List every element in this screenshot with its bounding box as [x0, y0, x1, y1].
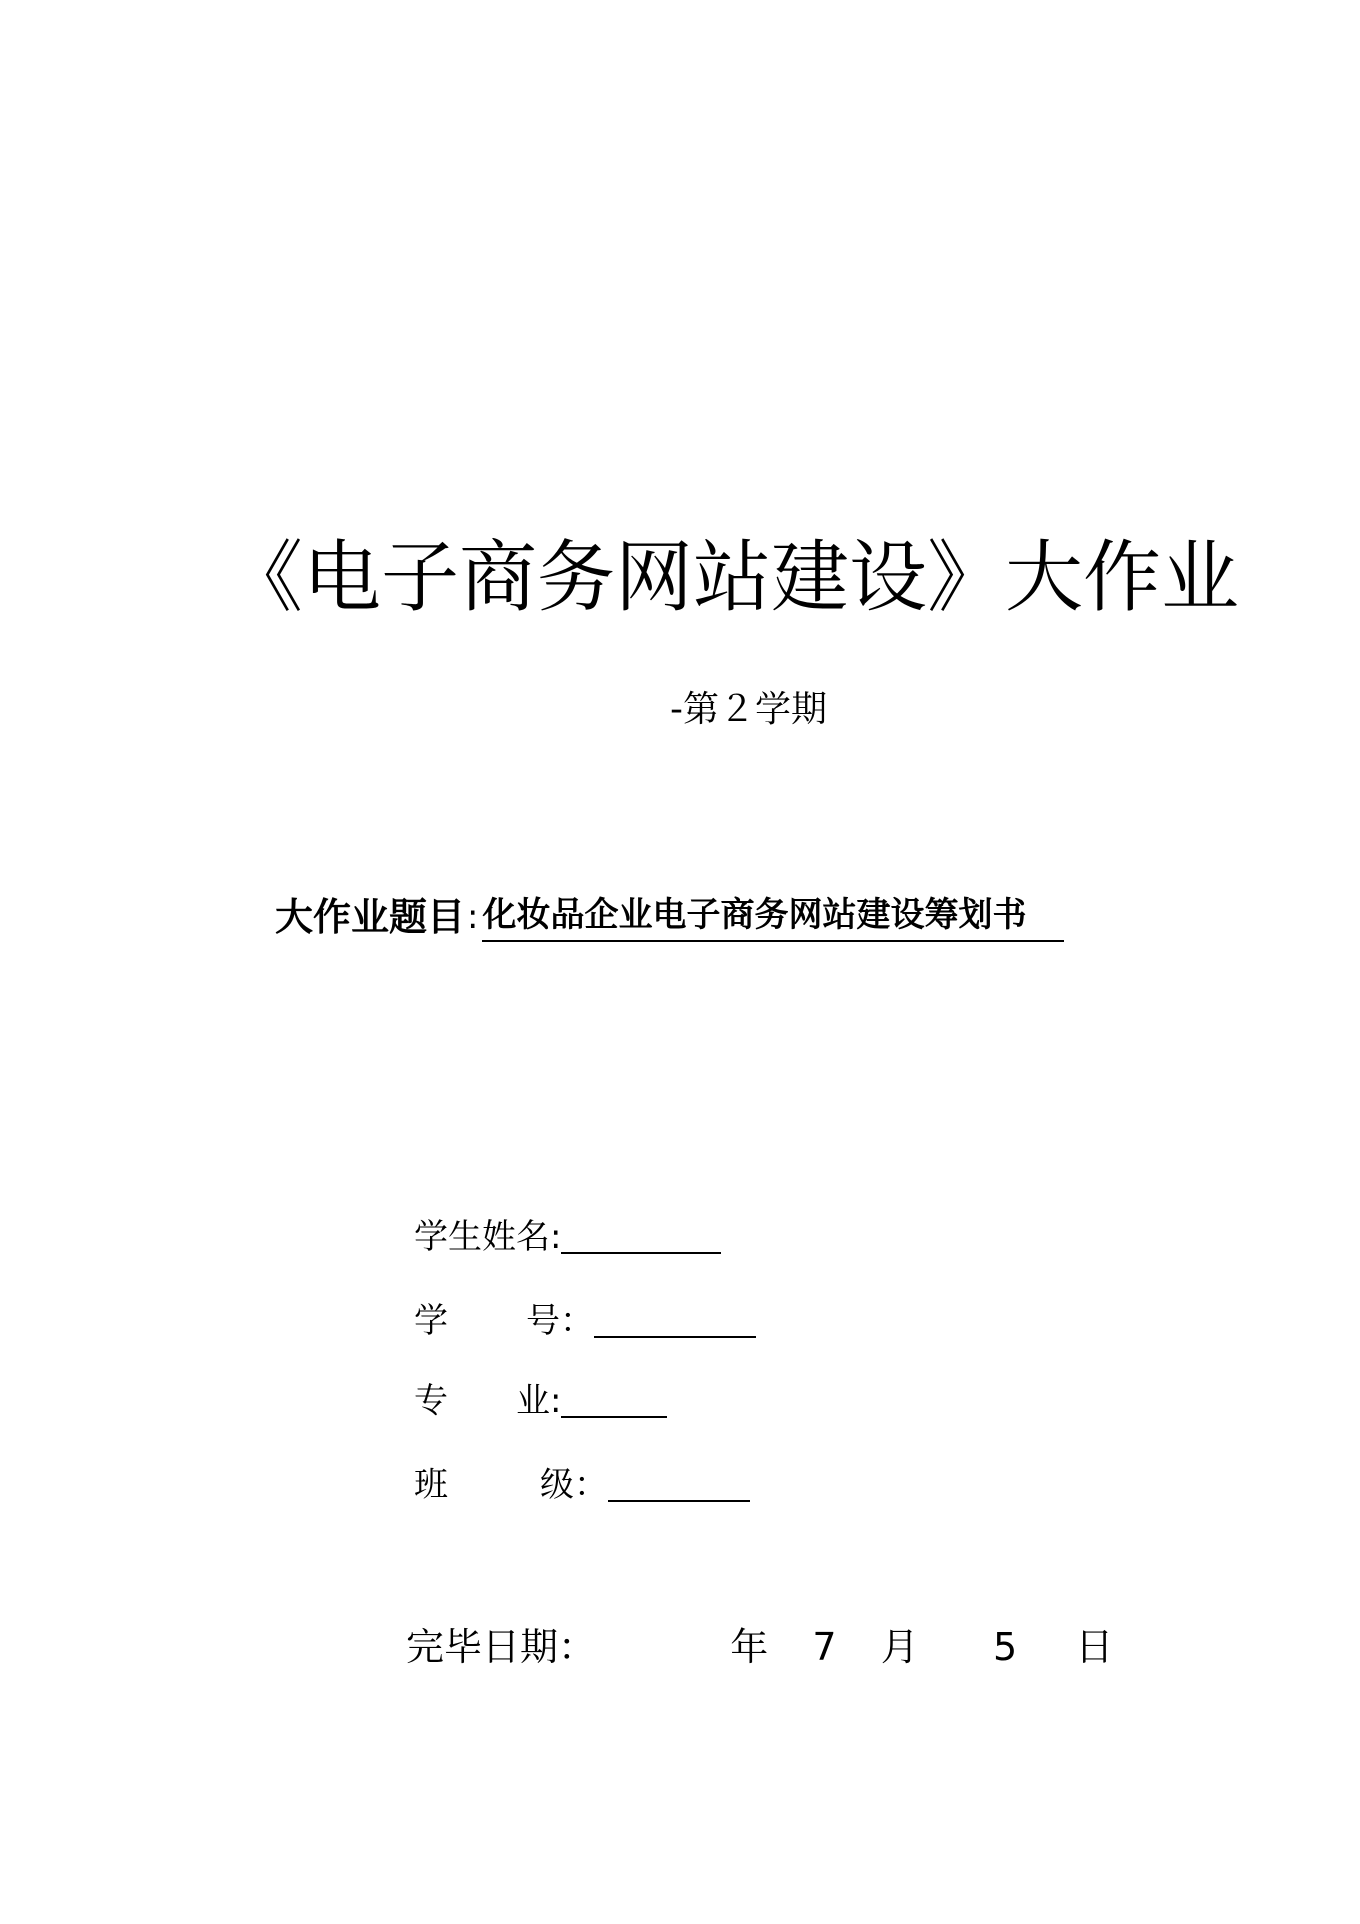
major-label-second: 业:	[516, 1381, 562, 1421]
class-blank	[608, 1460, 750, 1502]
completion-date-month-unit: 月	[880, 1625, 919, 1669]
completion-date-day: 5	[992, 1625, 1018, 1669]
topic-label: 大作业题目	[275, 895, 466, 939]
topic-value: 化妆品企业电子商务网站建设筹划书	[482, 890, 1064, 942]
document-subtitle: -第２学期	[670, 689, 827, 730]
document-title: 《电子商务网站建设》大作业	[225, 533, 1240, 623]
class-label-first: 班	[414, 1465, 448, 1505]
class-label-second: 级：	[540, 1465, 608, 1505]
completion-date-month: 7	[812, 1625, 837, 1669]
major-label-first: 专	[414, 1381, 448, 1421]
student-id-blank	[594, 1296, 756, 1338]
completion-date-year-unit: 年	[730, 1625, 769, 1669]
student-name-blank	[561, 1212, 721, 1254]
completion-date-label: 完毕日期：	[406, 1625, 597, 1669]
major-field	[414, 1376, 667, 1426]
student-name-label: 学生姓名:	[414, 1217, 562, 1257]
assignment-topic	[275, 886, 1064, 942]
major-blank	[561, 1376, 667, 1418]
student-id-label-second: 号：	[526, 1301, 594, 1341]
completion-date-day-unit: 日	[1075, 1625, 1114, 1669]
completion-date	[406, 1620, 1113, 1674]
class-field	[414, 1460, 750, 1510]
student-id-field	[414, 1296, 756, 1346]
student-id-label-first: 学	[414, 1301, 448, 1341]
topic-separator: :	[467, 897, 479, 937]
student-name-field	[414, 1212, 721, 1262]
